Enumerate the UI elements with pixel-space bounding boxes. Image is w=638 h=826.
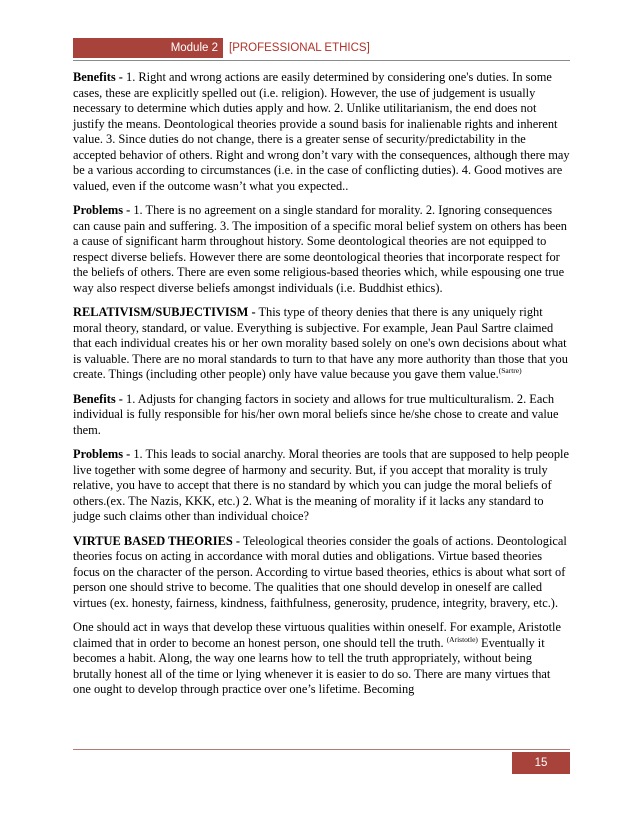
page-number: 15 (512, 752, 570, 774)
paragraph-benefits-deontology (73, 70, 570, 194)
paragraph-text: 1. Right and wrong actions are easily determined by considering one's duties. In some cases, these are explicitly spelled out (i.e. religion). However, the use of judgement is usually necessary to determine which duties apply and how. 2. Unlike utilitarianism, the end does not justify the means. Deontological theories provide a sound basis for inalienable rights and inherent value. 3. Since duties do not change, there is a greater sense of security/predictability in the accepted behavior of others. Right and wrong don’t vary with the consequences, although there may be a various according to circumstances (i.e. in the case of conflicting duties). 4. Good motives are valued, even if the outcome wasn’t what you expected.. (73, 70, 570, 193)
paragraph-aristotle (73, 620, 570, 698)
citation-superscript: (Sartre) (498, 366, 522, 375)
paragraph-heading: Benefits - (73, 391, 123, 406)
paragraph-heading: Problems - (73, 203, 131, 217)
citation-superscript: (Aristotle) (446, 634, 478, 644)
paragraph-heading: Problems - (73, 447, 131, 461)
paragraph-text-continued: Eventually it becomes a habit. Along, the way one learns how to tell the truth appropriately, without being brutally honest all of the time or lying whenever it is easier to do so. There are many virtues that one ought to develop through practice over one’s lifetime. Becoming (73, 635, 551, 696)
paragraph-text: Teleological theories consider the goals of actions. Deontological theories focus on acting in accordance with moral duties and obligations. Virtue based theories focus on the character of the person. According to virtue based theories, ethics is about what sort of person one should strive to become. The qualities that one should develop in oneself are called virtues (ex. honesty, fairness, kindness, faithfulness, generosity, prudence, integrity, bravery, etc.). (73, 533, 567, 610)
paragraph-text: 1. There is no agreement on a single standard for morality. 2. Ignoring consequences can cause pain and suffering. 3. The imposition of a specific moral belief system on others has been a cause of significant harm throughout history. Some deontological theories are not equipped to respect diverse beliefs. However there are some deontological theories that incorporate respect for the beliefs of others. There are even some religious-based theories which, while espousing one true way also respect diverse beliefs amongst individuals (i.e. Buddhist ethics). (73, 203, 567, 295)
paragraph-text: 1. This leads to social anarchy. Moral theories are tools that are supposed to help people live together with some degree of harmony and security. But, if you accept that morality is truly relative, you have to accept that there is no standard by which you can judge the moral beliefs of others.(ex. The Nazis, KKK, etc.) 2. What is the meaning of morality if it lacks any standard to judge such claims other than individual choice? (73, 447, 569, 523)
paragraph-relativism (73, 305, 570, 383)
paragraph-problems-relativism (73, 447, 570, 525)
header-title: [PROFESSIONAL ETHICS] (229, 42, 370, 54)
paragraph-heading: VIRTUE BASED THEORIES - (73, 533, 241, 548)
header-module-label: Module 2 (73, 38, 223, 58)
paragraph-benefits-relativism (73, 392, 570, 439)
paragraph-text: 1. Adjusts for changing factors in society and allows for true multiculturalism. 2. Each individual is fully responsible for his/her own moral beliefs since he/she chose to create and value them. (73, 391, 559, 437)
paragraph-text: This type of theory denies that there is any uniquely right moral theory, standard, or value. Everything is subjective. For example, Jean Paul Sartre claimed that each individual creates his or her own morality based solely on one's own decisions about what is valuable. There are no moral standards to turn to that have any more authority than those that you create. Things (including other people) only have value because you gave them value. (73, 305, 568, 381)
footer-divider (73, 749, 570, 750)
header-divider (73, 60, 570, 61)
paragraph-heading: Benefits - (73, 70, 123, 84)
paragraph-problems-deontology (73, 203, 570, 296)
paragraph-text: One should act in ways that develop these virtuous qualities within oneself. For example, Aristotle claimed that in order to become an honest person, one should tell the truth. (73, 620, 561, 650)
paragraph-heading: RELATIVISM/SUBJECTIVISM - (73, 305, 256, 319)
page-body (73, 70, 570, 707)
paragraph-virtue-theories (73, 534, 570, 612)
